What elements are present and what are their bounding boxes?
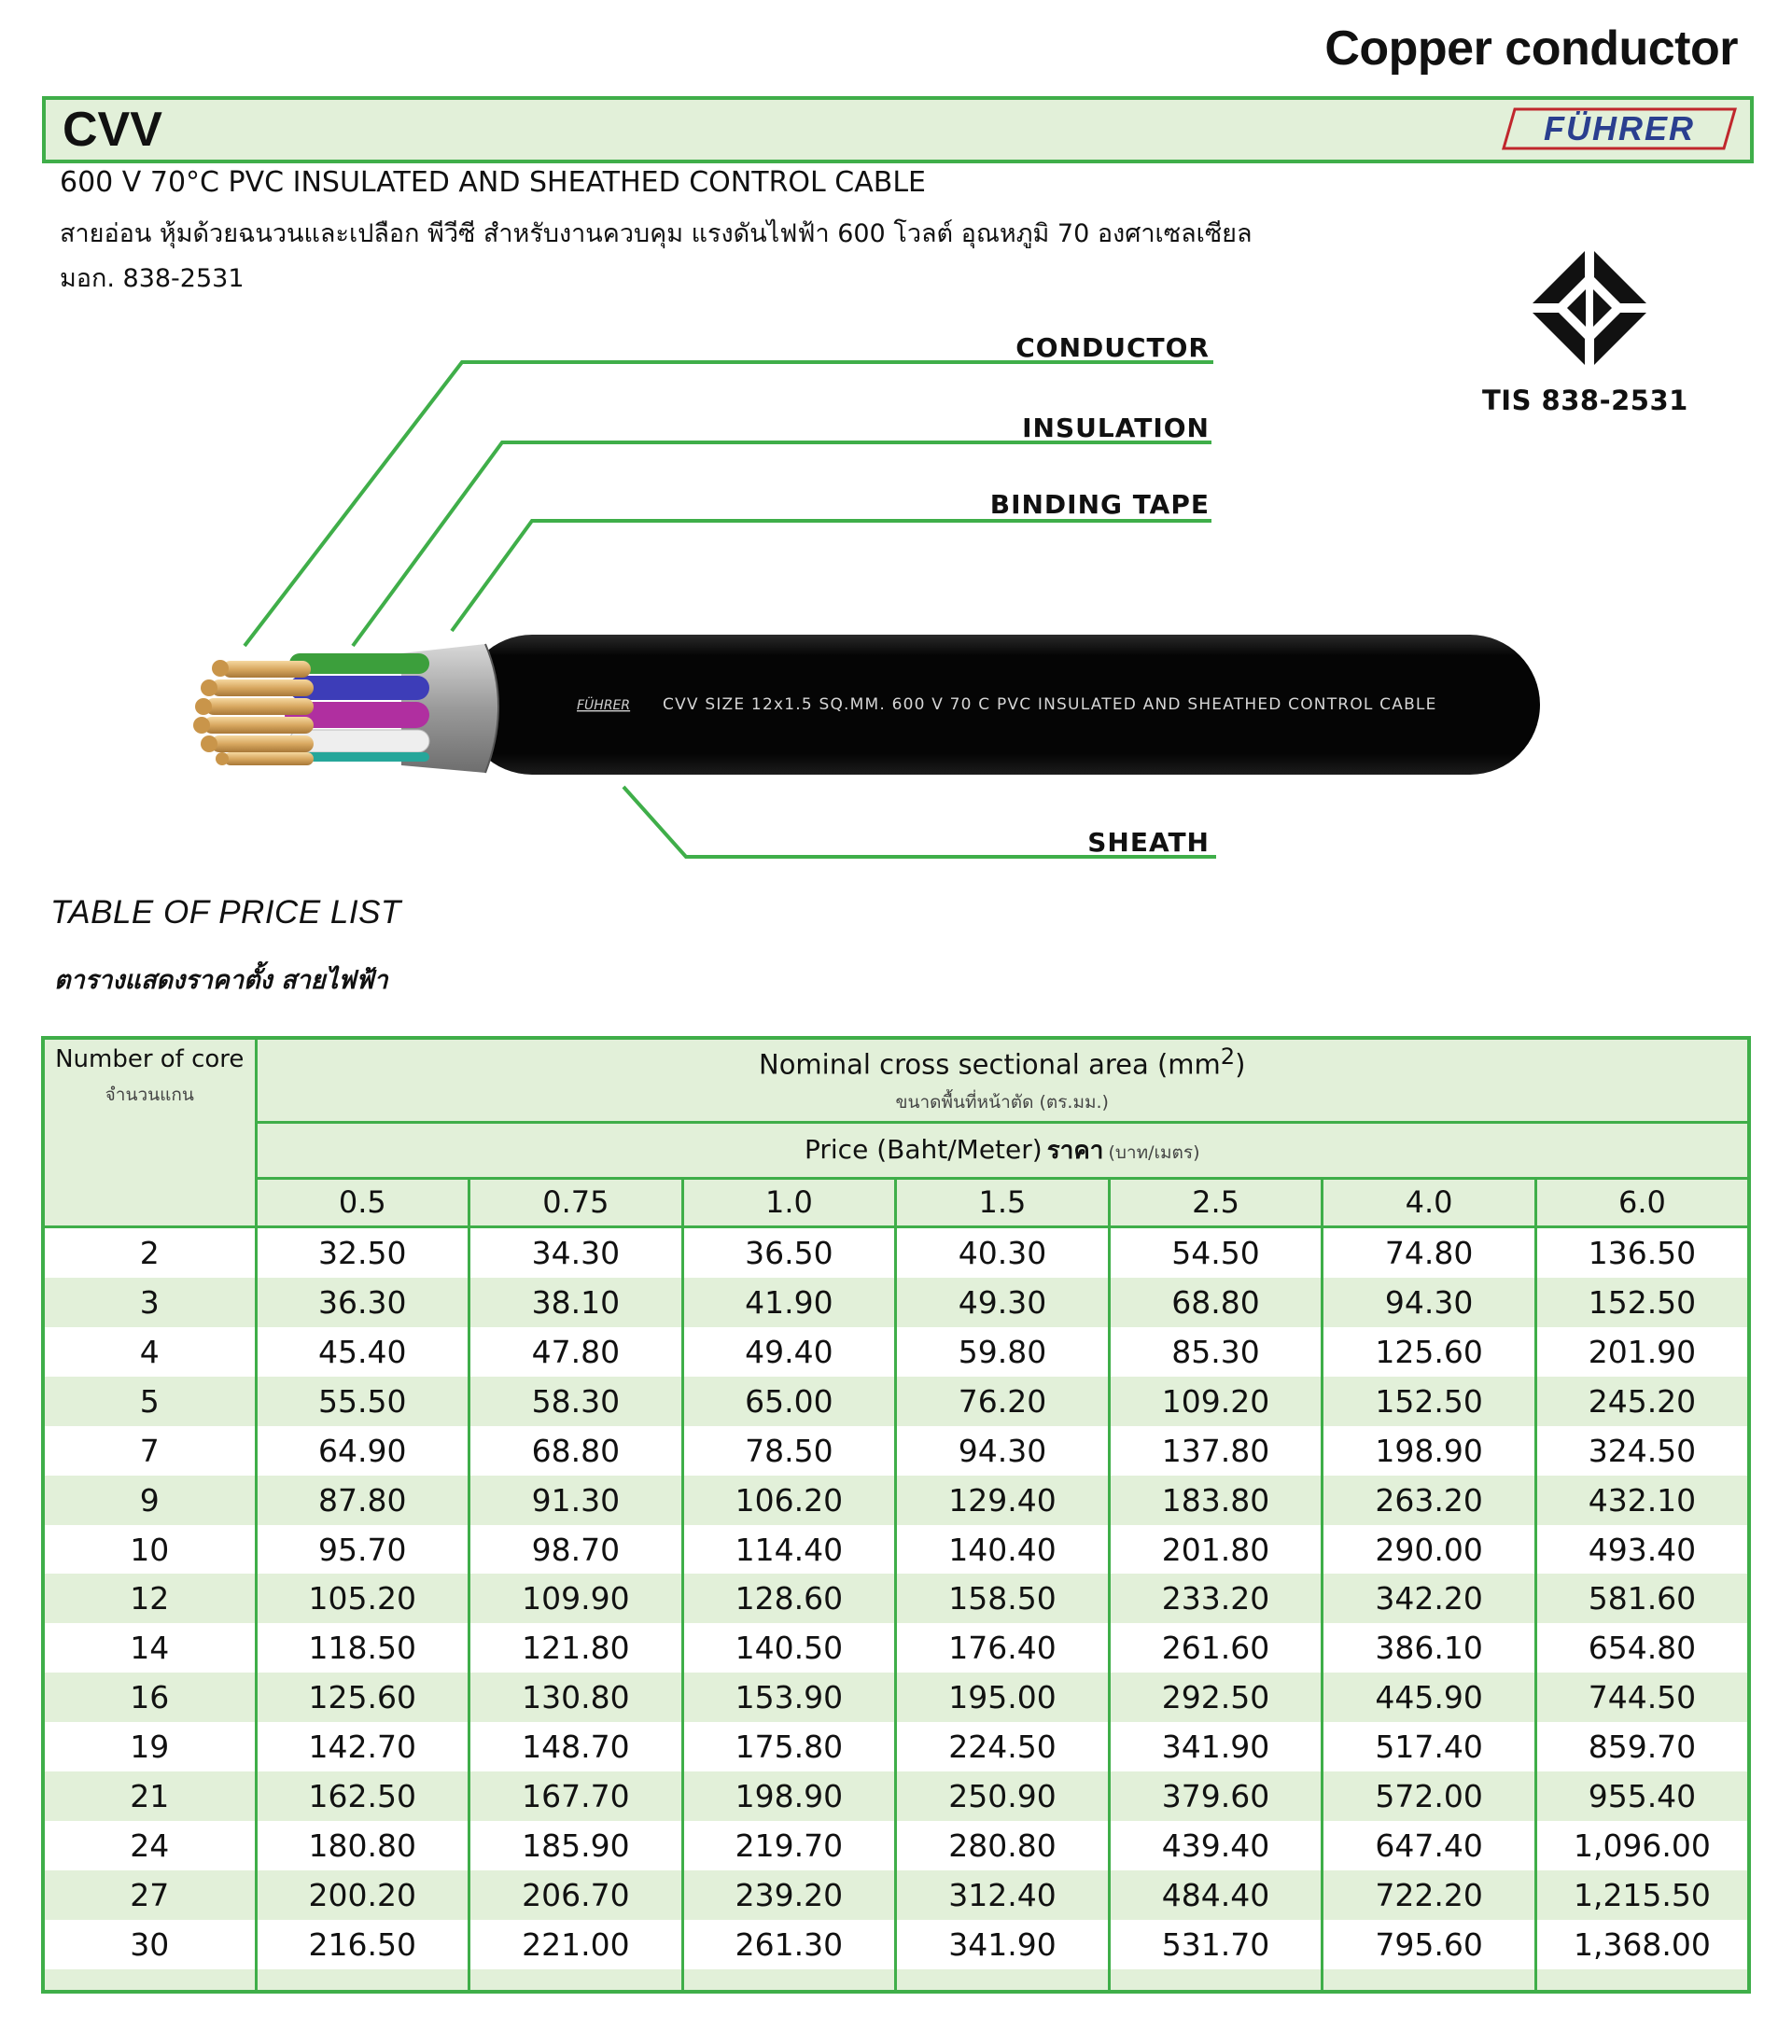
price-header-cell bbox=[256, 1122, 1749, 1178]
core-count-cell: 19 bbox=[43, 1722, 256, 1771]
price-cell: 180.80 bbox=[256, 1821, 469, 1870]
area-header-thai: ขนาดพื้นที่หน้าตัด (ตร.มม.) bbox=[895, 1092, 1109, 1113]
price-table-wrapper bbox=[41, 1036, 1751, 1994]
price-cell: 324.50 bbox=[1535, 1426, 1749, 1476]
area-header: Nominal cross sectional area $(mm^2)$ bbox=[759, 1043, 1246, 1082]
binding-tape-leader-line bbox=[452, 521, 1211, 631]
price-cell: 55.50 bbox=[256, 1377, 469, 1426]
core-count-cell: 16 bbox=[43, 1673, 256, 1722]
price-cell: 341.90 bbox=[1109, 1722, 1323, 1771]
table-row bbox=[43, 1623, 1749, 1673]
price-cell: 95.70 bbox=[256, 1525, 469, 1575]
price-cell: 153.90 bbox=[682, 1673, 896, 1722]
price-cell: 148.70 bbox=[469, 1722, 683, 1771]
core-count-cell: 27 bbox=[43, 1870, 256, 1920]
price-cell: 342.20 bbox=[1323, 1574, 1536, 1623]
price-cell: 129.40 bbox=[896, 1476, 1110, 1525]
size-header-cell: 4.0 bbox=[1323, 1178, 1536, 1226]
table-row bbox=[43, 1870, 1749, 1920]
cable-print-text: CVV SIZE 12x1.5 SQ.MM. 600 V 70 C PVC INSULATED AND SHEATHED CONTROL CABLE bbox=[663, 695, 1437, 714]
table-row bbox=[43, 1673, 1749, 1722]
core-count-cell: 5 bbox=[43, 1377, 256, 1426]
price-cell: 263.20 bbox=[1323, 1476, 1536, 1525]
price-cell: 1,096.00 bbox=[1535, 1821, 1749, 1870]
price-cell: 74.80 bbox=[1323, 1226, 1536, 1278]
price-cell: 105.20 bbox=[256, 1574, 469, 1623]
core-count-cell: 7 bbox=[43, 1426, 256, 1476]
price-cell: 125.60 bbox=[256, 1673, 469, 1722]
price-cell: 647.40 bbox=[1323, 1821, 1536, 1870]
price-cell: 432.10 bbox=[1535, 1476, 1749, 1525]
price-cell: 54.50 bbox=[1109, 1226, 1323, 1278]
price-cell: 239.20 bbox=[682, 1870, 896, 1920]
area-header-cell bbox=[256, 1038, 1749, 1122]
price-cell: 341.90 bbox=[896, 1920, 1110, 1969]
price-cell: 118.50 bbox=[256, 1623, 469, 1673]
size-header-row bbox=[43, 1178, 1749, 1226]
price-cell: 379.60 bbox=[1109, 1771, 1323, 1821]
price-cell: 290.00 bbox=[1323, 1525, 1536, 1575]
tis-label: TIS 838-2531 bbox=[1482, 385, 1688, 416]
table-row bbox=[43, 1722, 1749, 1771]
price-cell: 109.90 bbox=[469, 1574, 683, 1623]
price-cell: 38.10 bbox=[469, 1278, 683, 1327]
table-row bbox=[43, 1771, 1749, 1821]
price-cell: 1,215.50 bbox=[1535, 1870, 1749, 1920]
binding-tape-label: BINDING TAPE bbox=[989, 489, 1210, 520]
price-cell: 445.90 bbox=[1323, 1673, 1536, 1722]
size-header-cell: 0.75 bbox=[469, 1178, 683, 1226]
price-cell: 32.50 bbox=[256, 1226, 469, 1278]
price-cell: 955.40 bbox=[1535, 1771, 1749, 1821]
price-cell: 87.80 bbox=[256, 1476, 469, 1525]
price-cell: 58.30 bbox=[469, 1377, 683, 1426]
table-row bbox=[43, 1278, 1749, 1327]
standard-number: มอก. 838-2531 bbox=[60, 264, 245, 293]
empty-cell bbox=[682, 1969, 896, 1992]
price-cell: 140.50 bbox=[682, 1623, 896, 1673]
price-cell: 34.30 bbox=[469, 1226, 683, 1278]
table-spacer-row bbox=[43, 1969, 1749, 1992]
core-count-cell: 4 bbox=[43, 1327, 256, 1377]
core-count-cell: 14 bbox=[43, 1623, 256, 1673]
price-cell: 106.20 bbox=[682, 1476, 896, 1525]
empty-cell bbox=[469, 1969, 683, 1992]
price-cell: 167.70 bbox=[469, 1771, 683, 1821]
price-cell: 45.40 bbox=[256, 1327, 469, 1377]
price-cell: 245.20 bbox=[1535, 1377, 1749, 1426]
table-row bbox=[43, 1525, 1749, 1575]
size-header-cell: 1.0 bbox=[682, 1178, 896, 1226]
price-cell: 109.20 bbox=[1109, 1377, 1323, 1426]
table-row bbox=[43, 1920, 1749, 1969]
price-cell: 36.30 bbox=[256, 1278, 469, 1327]
price-cell: 200.20 bbox=[256, 1870, 469, 1920]
price-cell: 142.70 bbox=[256, 1722, 469, 1771]
price-cell: 36.50 bbox=[682, 1226, 896, 1278]
price-cell: 175.80 bbox=[682, 1722, 896, 1771]
price-cell: 221.00 bbox=[469, 1920, 683, 1969]
price-cell: 176.40 bbox=[896, 1623, 1110, 1673]
empty-cell bbox=[896, 1969, 1110, 1992]
price-cell: 581.60 bbox=[1535, 1574, 1749, 1623]
price-cell: 125.60 bbox=[1323, 1327, 1536, 1377]
core-count-cell: 30 bbox=[43, 1920, 256, 1969]
price-cell: 136.50 bbox=[1535, 1226, 1749, 1278]
insulation-leader-line bbox=[353, 442, 1211, 646]
price-cell: 216.50 bbox=[256, 1920, 469, 1969]
price-cell: 152.50 bbox=[1535, 1278, 1749, 1327]
price-header: Price (Baht/Meter) bbox=[805, 1133, 1043, 1165]
price-list-title: TABLE OF PRICE LIST bbox=[50, 894, 401, 931]
price-cell: 41.90 bbox=[682, 1278, 896, 1327]
price-cell: 94.30 bbox=[1323, 1278, 1536, 1327]
core-header-cell bbox=[43, 1038, 256, 1226]
table-row bbox=[43, 1377, 1749, 1426]
core-count-cell: 2 bbox=[43, 1226, 256, 1278]
price-cell: 201.90 bbox=[1535, 1327, 1749, 1377]
price-cell: 78.50 bbox=[682, 1426, 896, 1476]
price-cell: 114.40 bbox=[682, 1525, 896, 1575]
price-cell: 572.00 bbox=[1323, 1771, 1536, 1821]
price-cell: 795.60 bbox=[1323, 1920, 1536, 1969]
price-cell: 493.40 bbox=[1535, 1525, 1749, 1575]
price-cell: 162.50 bbox=[256, 1771, 469, 1821]
thai-description: สายอ่อน หุ้มด้วยฉนวนและเปลือก พีวีซี สำหรับงานควบคุม แรงดันไฟฟ้า 600 โวลต์ อุณหภูมิ 70 องศาเซลเซียล bbox=[60, 219, 1253, 248]
core-count-cell: 10 bbox=[43, 1525, 256, 1575]
price-cell: 47.80 bbox=[469, 1327, 683, 1377]
price-cell: 185.90 bbox=[469, 1821, 683, 1870]
size-header-cell: 2.5 bbox=[1109, 1178, 1323, 1226]
empty-cell bbox=[256, 1969, 469, 1992]
empty-cell bbox=[1323, 1969, 1536, 1992]
copper-conductor-bundle bbox=[193, 660, 314, 765]
price-cell: 280.80 bbox=[896, 1821, 1110, 1870]
price-cell: 158.50 bbox=[896, 1574, 1110, 1623]
price-cell: 195.00 bbox=[896, 1673, 1110, 1722]
brand-logo-text: FÜHRER bbox=[1544, 109, 1695, 147]
page-title: Copper conductor bbox=[1324, 21, 1738, 76]
price-cell: 261.60 bbox=[1109, 1623, 1323, 1673]
price-table-body bbox=[43, 1226, 1749, 1992]
core-count-cell: 21 bbox=[43, 1771, 256, 1821]
price-cell: 85.30 bbox=[1109, 1327, 1323, 1377]
price-cell: 654.80 bbox=[1535, 1623, 1749, 1673]
table-row bbox=[43, 1327, 1749, 1377]
price-cell: 121.80 bbox=[469, 1623, 683, 1673]
price-header-unit: (บาท/เมตร) bbox=[1108, 1141, 1200, 1163]
price-cell: 40.30 bbox=[896, 1226, 1110, 1278]
cable-diagram bbox=[0, 331, 1792, 868]
price-cell: 128.60 bbox=[682, 1574, 896, 1623]
core-count-cell: 24 bbox=[43, 1821, 256, 1870]
price-cell: 261.30 bbox=[682, 1920, 896, 1969]
size-header-cell: 1.5 bbox=[896, 1178, 1110, 1226]
price-cell: 484.40 bbox=[1109, 1870, 1323, 1920]
price-cell: 64.90 bbox=[256, 1426, 469, 1476]
size-header-cell: 6.0 bbox=[1535, 1178, 1749, 1226]
price-cell: 68.80 bbox=[469, 1426, 683, 1476]
empty-cell bbox=[1535, 1969, 1749, 1992]
price-cell: 517.40 bbox=[1323, 1722, 1536, 1771]
sheath-label: SHEATH bbox=[1087, 827, 1210, 858]
spec-line: 600 V 70°C PVC INSULATED AND SHEATHED CONTROL CABLE bbox=[60, 166, 926, 199]
price-cell: 65.00 bbox=[682, 1377, 896, 1426]
table-row bbox=[43, 1426, 1749, 1476]
empty-cell bbox=[43, 1969, 256, 1992]
table-row bbox=[43, 1574, 1749, 1623]
price-cell: 312.40 bbox=[896, 1870, 1110, 1920]
product-code: CVV bbox=[63, 103, 162, 157]
price-cell: 198.90 bbox=[682, 1771, 896, 1821]
price-cell: 76.20 bbox=[896, 1377, 1110, 1426]
core-header-thai: จำนวนแกน bbox=[105, 1085, 194, 1105]
price-cell: 140.40 bbox=[896, 1525, 1110, 1575]
price-cell: 98.70 bbox=[469, 1525, 683, 1575]
core-count-cell: 3 bbox=[43, 1278, 256, 1327]
price-cell: 49.30 bbox=[896, 1278, 1110, 1327]
price-table bbox=[41, 1036, 1751, 1994]
price-cell: 744.50 bbox=[1535, 1673, 1749, 1722]
price-cell: 198.90 bbox=[1323, 1426, 1536, 1476]
cable-print-brand: FÜHRER bbox=[577, 698, 631, 713]
price-cell: 201.80 bbox=[1109, 1525, 1323, 1575]
price-cell: 1,368.00 bbox=[1535, 1920, 1749, 1969]
table-row bbox=[43, 1226, 1749, 1278]
price-cell: 206.70 bbox=[469, 1870, 683, 1920]
price-cell: 859.70 bbox=[1535, 1722, 1749, 1771]
price-cell: 137.80 bbox=[1109, 1426, 1323, 1476]
price-cell: 130.80 bbox=[469, 1673, 683, 1722]
price-cell: 94.30 bbox=[896, 1426, 1110, 1476]
price-cell: 439.40 bbox=[1109, 1821, 1323, 1870]
table-row bbox=[43, 1476, 1749, 1525]
price-cell: 49.40 bbox=[682, 1327, 896, 1377]
product-header-bar bbox=[42, 96, 1754, 163]
price-cell: 68.80 bbox=[1109, 1278, 1323, 1327]
size-header-cell: 0.5 bbox=[256, 1178, 469, 1226]
price-cell: 183.80 bbox=[1109, 1476, 1323, 1525]
core-count-cell: 9 bbox=[43, 1476, 256, 1525]
price-cell: 531.70 bbox=[1109, 1920, 1323, 1969]
conductor-label: CONDUCTOR bbox=[1015, 332, 1210, 363]
price-cell: 292.50 bbox=[1109, 1673, 1323, 1722]
price-cell: 224.50 bbox=[896, 1722, 1110, 1771]
core-header: Number of core bbox=[55, 1045, 245, 1073]
price-cell: 91.30 bbox=[469, 1476, 683, 1525]
table-row bbox=[43, 1821, 1749, 1870]
price-header-thai: ราคา bbox=[1046, 1136, 1104, 1165]
price-list-subtitle: ตารางแสดงราคาตั้ง สายไฟฟ้า bbox=[54, 966, 388, 995]
insulated-core-teal bbox=[299, 752, 429, 762]
insulation-label: INSULATION bbox=[1022, 413, 1210, 443]
core-count-cell: 12 bbox=[43, 1574, 256, 1623]
empty-cell bbox=[1109, 1969, 1323, 1992]
price-cell: 722.20 bbox=[1323, 1870, 1536, 1920]
price-cell: 152.50 bbox=[1323, 1377, 1536, 1426]
price-cell: 219.70 bbox=[682, 1821, 896, 1870]
price-cell: 250.90 bbox=[896, 1771, 1110, 1821]
price-cell: 233.20 bbox=[1109, 1574, 1323, 1623]
price-cell: 59.80 bbox=[896, 1327, 1110, 1377]
brand-logo bbox=[1502, 105, 1737, 152]
price-cell: 386.10 bbox=[1323, 1623, 1536, 1673]
